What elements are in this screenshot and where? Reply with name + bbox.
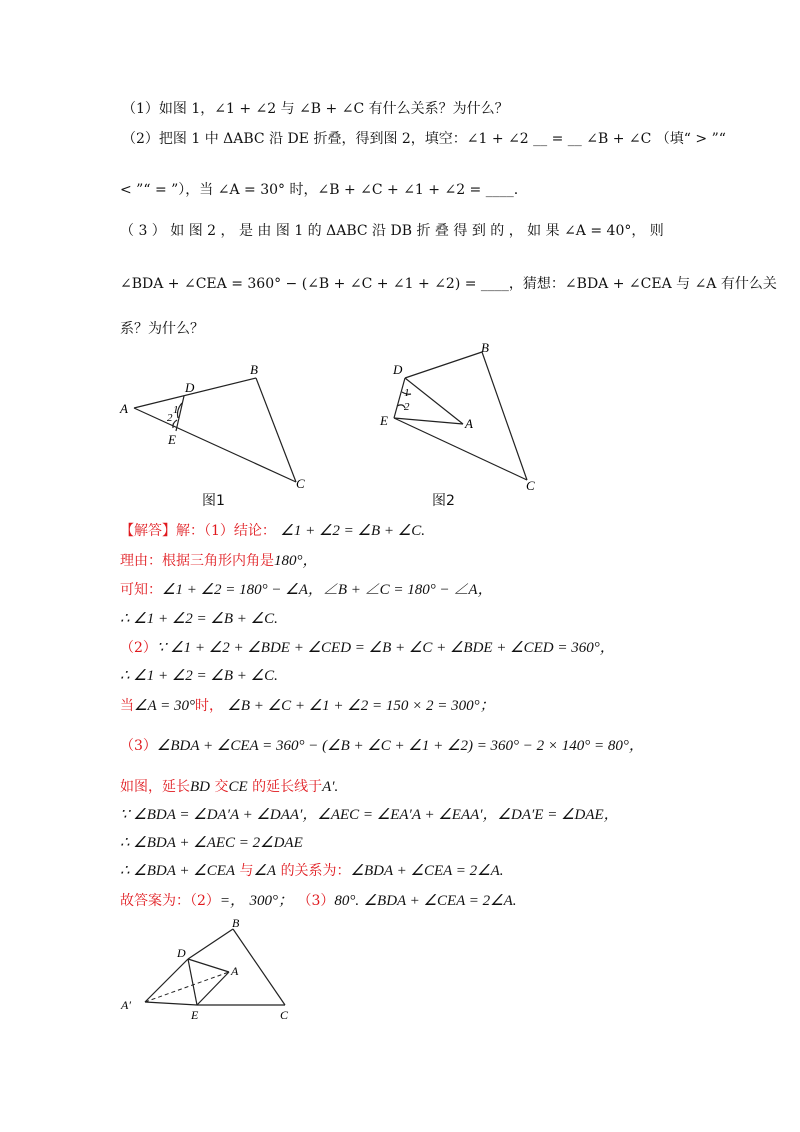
fig1-label-b: B bbox=[250, 362, 258, 377]
question-part-3c: 系？为什么？ bbox=[120, 321, 204, 337]
question-part-3b: ∠BDA + ∠CEA = 360° − (∠B + ∠C + ∠1 + ∠2) = ____，猜想：∠BDA + ∠CEA 与 ∠A 有什么关 bbox=[120, 276, 777, 292]
solution-line-2: 理由：根据三角形内角是180°， bbox=[120, 553, 318, 569]
fig3-label-b: B bbox=[232, 916, 240, 930]
fig1-label-d: D bbox=[185, 380, 195, 395]
figure-1-caption: 图1 bbox=[202, 493, 225, 509]
fig2-label-c: C bbox=[526, 478, 535, 490]
question-part-1: （1）如图 1，∠1 + ∠2 与 ∠B + ∠C 有什么关系？为什么？ bbox=[122, 101, 509, 117]
fig2-label-a: A bbox=[465, 416, 473, 431]
fig3-label-d: D bbox=[177, 946, 186, 960]
fig1-angle-1: 1 bbox=[173, 404, 179, 416]
solution-line-13: 故答案为：（2）=， 300°； （3）80°. ∠BDA + ∠CEA = 2∠A. bbox=[120, 893, 517, 909]
figure-1 bbox=[110, 360, 320, 490]
question-part-2a: （2）把图 1 中 ΔABC 沿 DE 折叠，得到图 2，填空：∠1 + ∠2 __ = __ ∠B + ∠C （填“ > ”“ bbox=[122, 131, 726, 147]
fig1-label-e: E bbox=[168, 432, 176, 447]
fig1-label-c: C bbox=[296, 476, 305, 490]
figure-2-caption: 图2 bbox=[432, 493, 455, 509]
solution-line-8: （3）∠BDA + ∠CEA = 360° − (∠B + ∠C + ∠1 + ∠2) = 360° − 2 × 140° = 80°， bbox=[120, 738, 644, 754]
fig3-label-a-prime: A′ bbox=[121, 998, 131, 1012]
fig2-label-b: B bbox=[481, 340, 489, 355]
solution-line-1: 【解答】解：（1）结论： ∠1 + ∠2 = ∠B + ∠C. bbox=[120, 523, 425, 539]
fig2-angle-1: 1 bbox=[404, 387, 410, 399]
fig2-label-e: E bbox=[380, 413, 388, 428]
fig1-angle-2: 2 bbox=[167, 412, 173, 424]
question-part-2b: < ”“ = ”），当 ∠A = 30° 时，∠B + ∠C + ∠1 + ∠2 = ____. bbox=[120, 182, 519, 198]
question-part-3a: （ 3 ） 如 图 2 ， 是 由 图 1 的 ΔABC 沿 DB 折 叠 得 到 的 ， 如 果 ∠A = 40°， 则 bbox=[120, 223, 664, 239]
solution-line-6: ∴ ∠1 + ∠2 = ∠B + ∠C. bbox=[120, 668, 278, 684]
solution-line-9: 如图，延长BD 交CE 的延长线于A′. bbox=[120, 779, 339, 795]
figure-3 bbox=[115, 915, 295, 1025]
answer-tag: 【解答】 bbox=[120, 523, 176, 539]
solution-line-3: 可知：∠1 + ∠2 = 180° − ∠A，∠B + ∠C = 180° − ∠A， bbox=[120, 582, 493, 598]
solution-line-4: ∴ ∠1 + ∠2 = ∠B + ∠C. bbox=[120, 611, 278, 627]
figure-2 bbox=[375, 340, 550, 490]
fig1-label-a: A bbox=[120, 401, 128, 416]
solution-line-11: ∴ ∠BDA + ∠AEC = 2∠DAE bbox=[120, 835, 303, 851]
fig3-label-c: C bbox=[280, 1008, 289, 1022]
fig2-angle-2: 2 bbox=[404, 401, 410, 413]
solution-line-10: ∵ ∠BDA = ∠DA′A + ∠DAA′，∠AEC = ∠EA′A + ∠EAA′，∠DA′E = ∠DAE， bbox=[120, 807, 619, 823]
solution-line-7: 当∠A = 30°时， ∠B + ∠C + ∠1 + ∠2 = 150 × 2 = 300°； bbox=[120, 698, 495, 714]
fig3-label-a: A bbox=[231, 964, 239, 978]
solution-line-12: ∴ ∠BDA + ∠CEA 与∠A 的关系为：∠BDA + ∠CEA = 2∠A. bbox=[120, 863, 504, 879]
fig3-label-e: E bbox=[191, 1008, 199, 1022]
fig2-label-d: D bbox=[393, 362, 403, 377]
solution-line-5: （2）∵ ∠1 + ∠2 + ∠BDE + ∠CED = ∠B + ∠C + ∠BDE + ∠CED = 360°， bbox=[120, 640, 615, 656]
